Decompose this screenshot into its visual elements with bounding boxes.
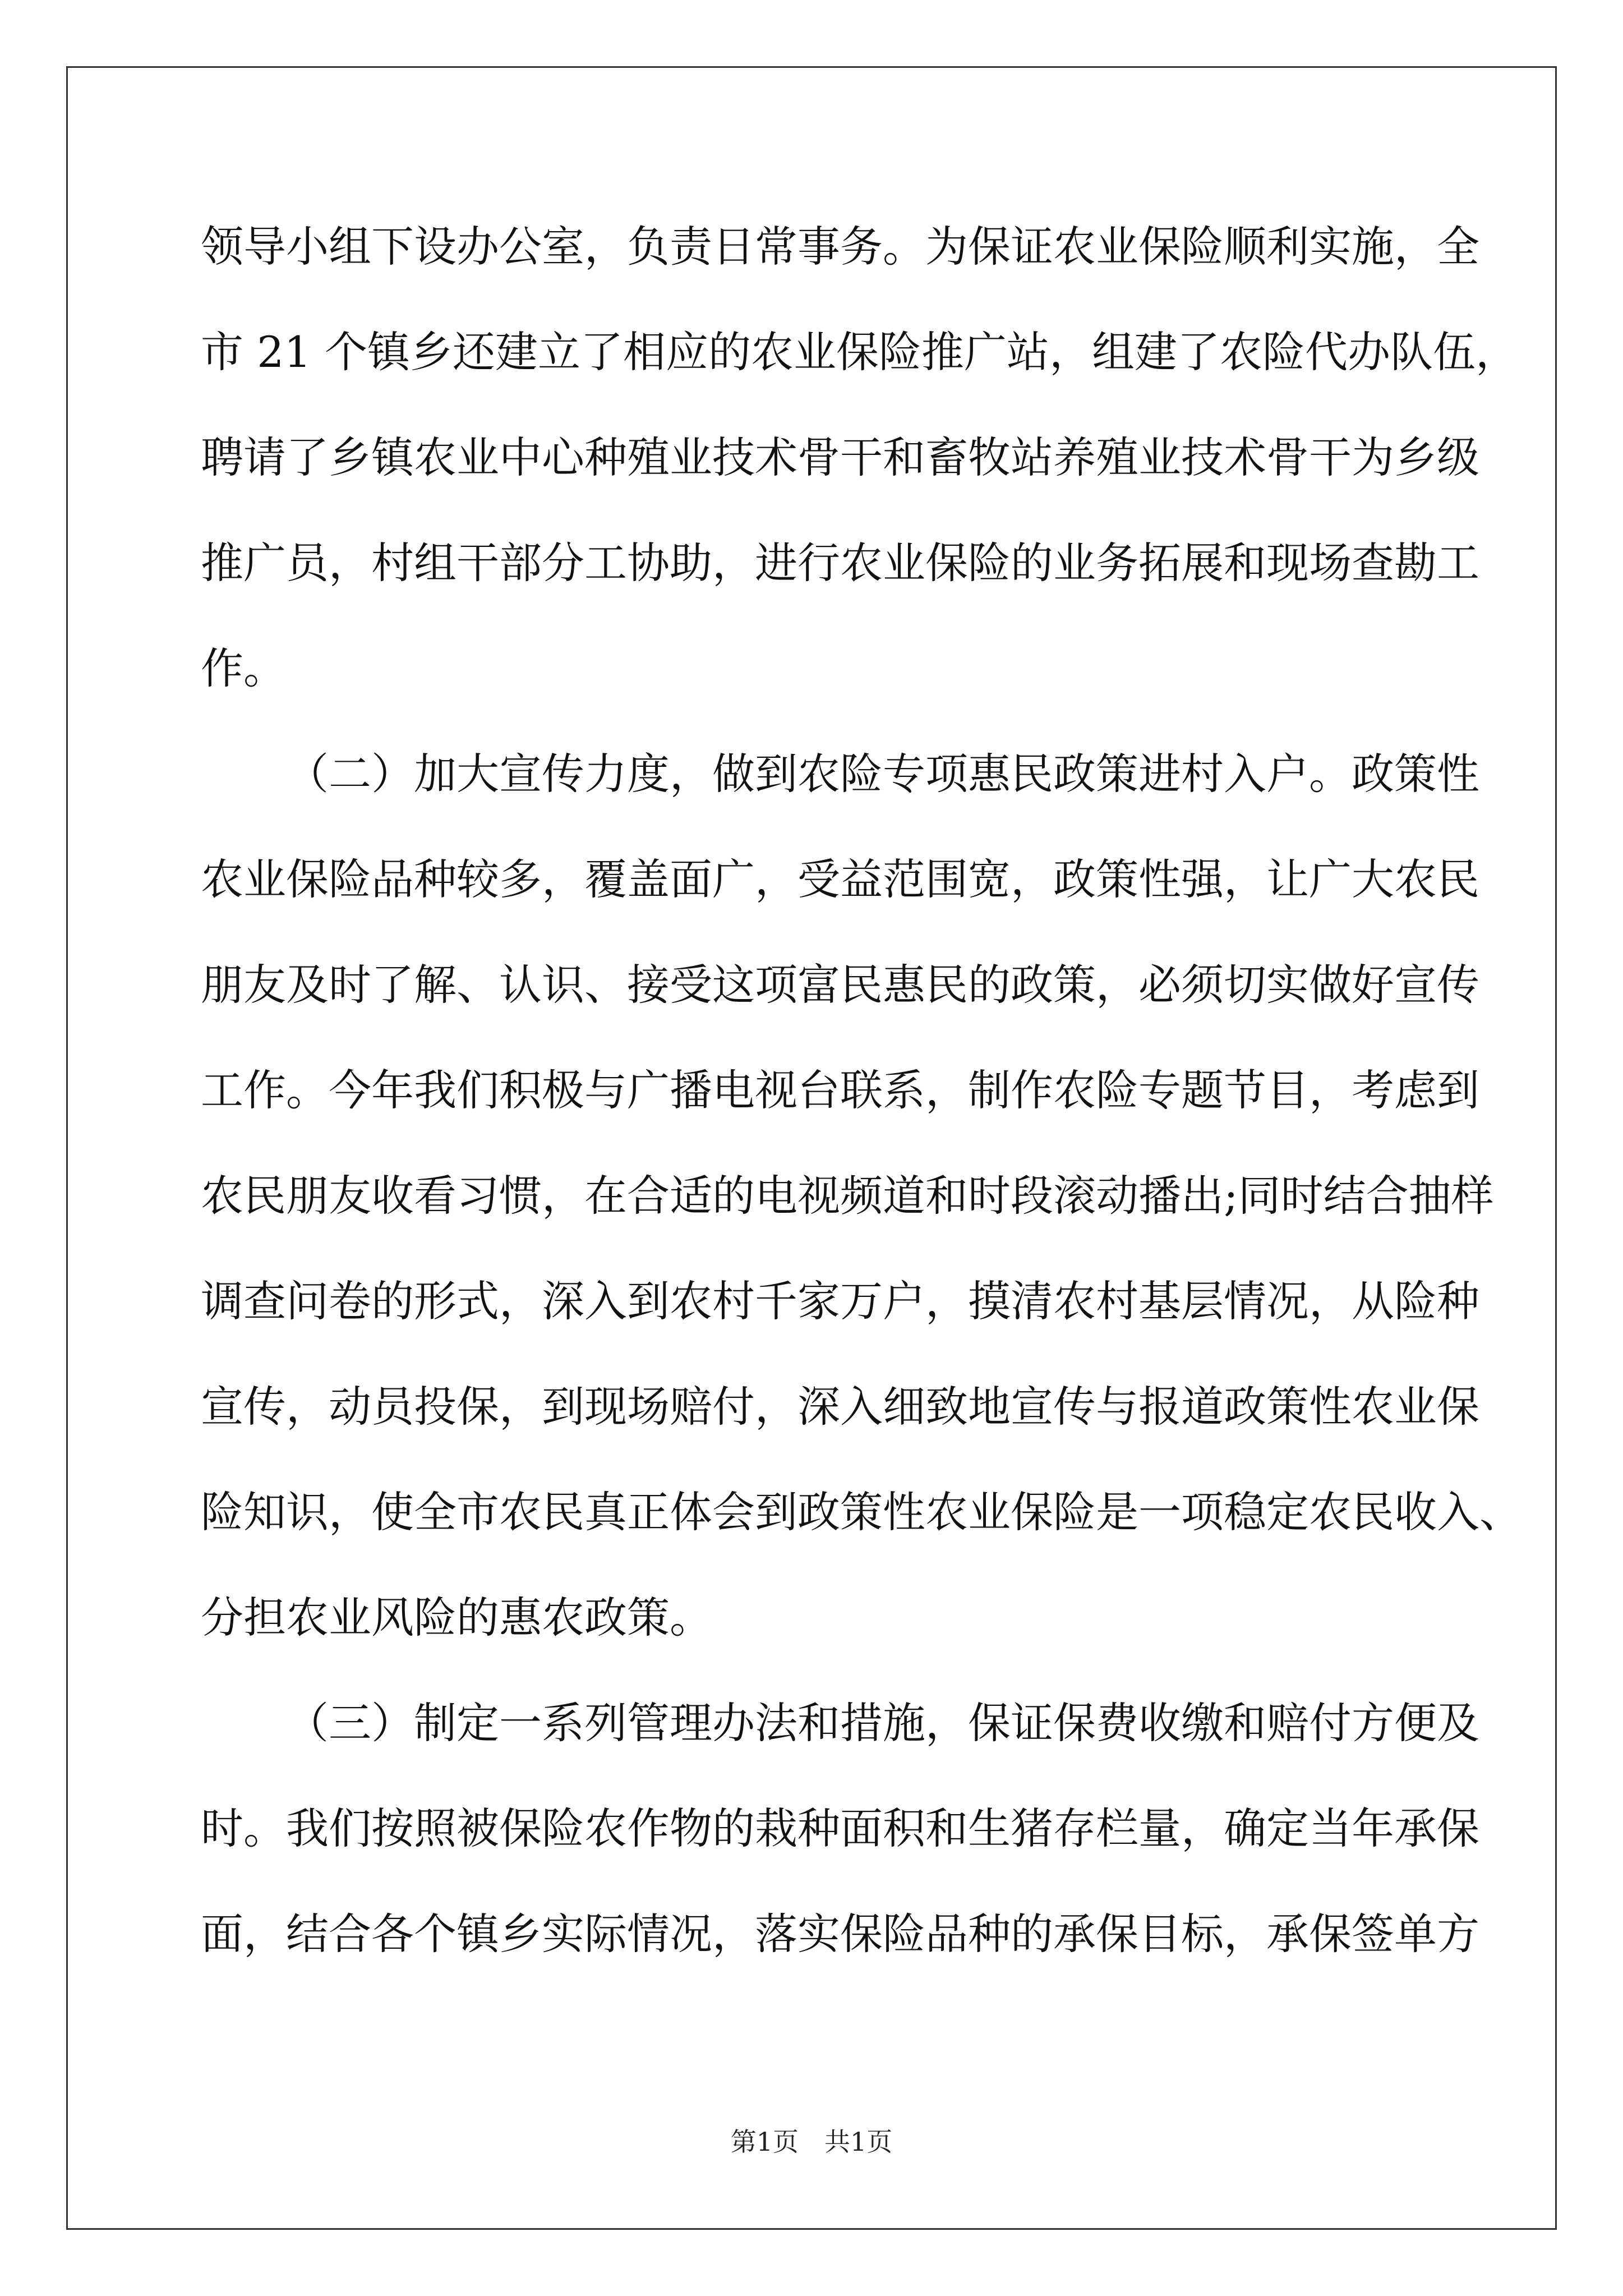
text-line: 领导小组下设办公室，负责日常事务。为保证农业保险顺利实施，全	[201, 222, 1479, 272]
page-number-footer: 第1页 共1页	[730, 2127, 893, 2157]
text-line: 分担农业风险的惠农政策。	[201, 1593, 712, 1642]
text-line: 农业保险品种较多，覆盖面广，受益范围宽，政策性强，让广大农民	[201, 854, 1479, 904]
text-line: 工作。今年我们积极与广播电视台联系，制作农险专题节目，考虑到	[201, 1065, 1479, 1115]
text-line: 推广员，村组干部分工协助，进行农业保险的业务拓展和现场查勘工	[201, 538, 1479, 588]
text-line: 险知识，使全市农民真正体会到政策性农业保险是一项稳定农民收入、	[201, 1487, 1522, 1537]
text-line: 面，结合各个镇乡实际情况，落实保险品种的承保目标，承保签单方	[201, 1909, 1479, 1959]
text-line: 市 21 个镇乡还建立了相应的农业保险推广站，组建了农险代办队伍，	[201, 327, 1519, 377]
text-line: 宣传，动员投保，到现场赔付，深入细致地宣传与报道政策性农业保	[201, 1382, 1479, 1432]
text-line: 调查问卷的形式，深入到农村千家万户，摸清农村基层情况，从险种	[201, 1276, 1479, 1326]
text-line: 作。	[201, 643, 286, 693]
paragraph-start-line: （三）制定一系列管理办法和措施，保证保费收缴和赔付方便及	[286, 1698, 1479, 1748]
text-line: 聘请了乡镇农业中心种殖业技术骨干和畜牧站养殖业技术骨干为乡级	[201, 432, 1479, 482]
text-line: 时。我们按照被保险农作物的栽种面积和生猪存栏量，确定当年承保	[201, 1803, 1479, 1853]
text-line: 朋友及时了解、认识、接受这项富民惠民的政策，必须切实做好宣传	[201, 960, 1479, 1010]
paragraph-start-line: （二）加大宣传力度，做到农险专项惠民政策进村入户。政策性	[286, 749, 1479, 799]
text-line: 农民朋友收看习惯，在合适的电视频道和时段滚动播出;同时结合抽样	[201, 1171, 1494, 1221]
